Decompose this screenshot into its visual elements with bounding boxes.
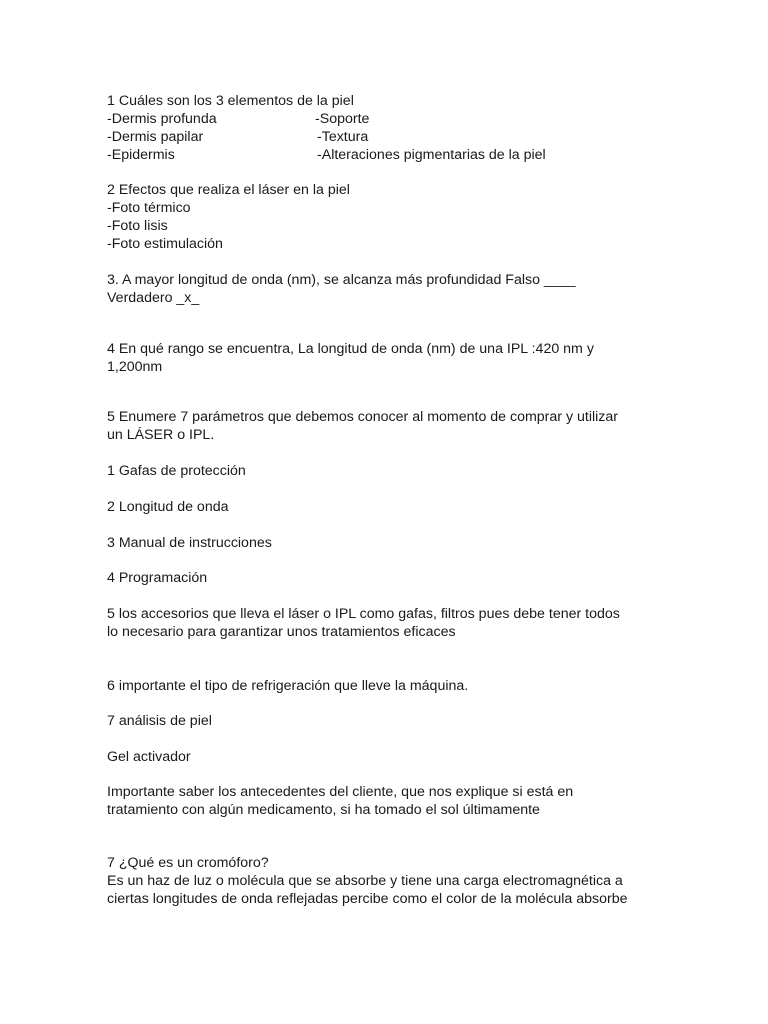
q3-line-2: Verdadero _x_ — [107, 290, 200, 306]
q1-left-item-2: -Dermis papilar — [107, 129, 204, 145]
q2-item-1: -Foto térmico — [107, 200, 191, 216]
q5-answer-5-line-2: lo necesario para garantizar unos tratamientos eficaces — [107, 624, 456, 640]
q5-line-1: 5 Enumere 7 parámetros que debemos conocer al momento de comprar y utilizar — [107, 409, 618, 425]
q1-right-item-2: -Textura — [317, 129, 369, 145]
q5-answer-1: 1 Gafas de protección — [107, 463, 246, 479]
q7-line-1: Es un haz de luz o molécula que se absorbe y tiene una carga electromagnética a — [107, 873, 623, 889]
q7-line-2: ciertas longitudes de onda reflejadas percibe como el color de la molécula absorbe — [107, 891, 628, 907]
q2-item-2: -Foto lisis — [107, 218, 168, 234]
q5-answer-2: 2 Longitud de onda — [107, 499, 229, 515]
q5-answer-7: 7 análisis de piel — [107, 713, 212, 729]
q2-title: 2 Efectos que realiza el láser en la piel — [107, 182, 350, 198]
q4-line-2: 1,200nm — [107, 359, 163, 375]
q1-left-item-3: -Epidermis — [107, 147, 175, 163]
q5-answer-5-line-1: 5 los accesorios que lleva el láser o IPL como gafas, filtros pues debe tener todos — [107, 606, 620, 622]
q1-title: 1 Cuáles son los 3 elementos de la piel — [107, 93, 354, 109]
q5-note-line-2: tratamiento con algún medicamento, si ha tomado el sol últimamente — [107, 802, 540, 818]
q5-note-line-1: Importante saber los antecedentes del cliente, que nos explique si está en — [107, 784, 574, 800]
q5-line-2: un LÁSER o IPL. — [107, 427, 215, 443]
q5-answer-4: 4 Programación — [107, 570, 208, 586]
q4-line-1: 4 En qué rango se encuentra, La longitud de onda (nm) de una IPL :420 nm y — [107, 341, 594, 357]
q1-left-item-1: -Dermis profunda — [107, 111, 217, 127]
q2-item-3: -Foto estimulación — [107, 236, 223, 252]
q7-title: 7 ¿Qué es un cromóforo? — [107, 855, 269, 871]
q5-gel: Gel activador — [107, 749, 191, 765]
q1-right-item-1: -Soporte — [315, 111, 370, 127]
q3-line-1: 3. A mayor longitud de onda (nm), se alcanza más profundidad Falso ____ — [107, 272, 576, 288]
q5-answer-6: 6 importante el tipo de refrigeración que lleve la máquina. — [107, 678, 469, 694]
q1-right-item-3: -Alteraciones pigmentarias de la piel — [317, 147, 546, 163]
q5-answer-3: 3 Manual de instrucciones — [107, 535, 272, 551]
